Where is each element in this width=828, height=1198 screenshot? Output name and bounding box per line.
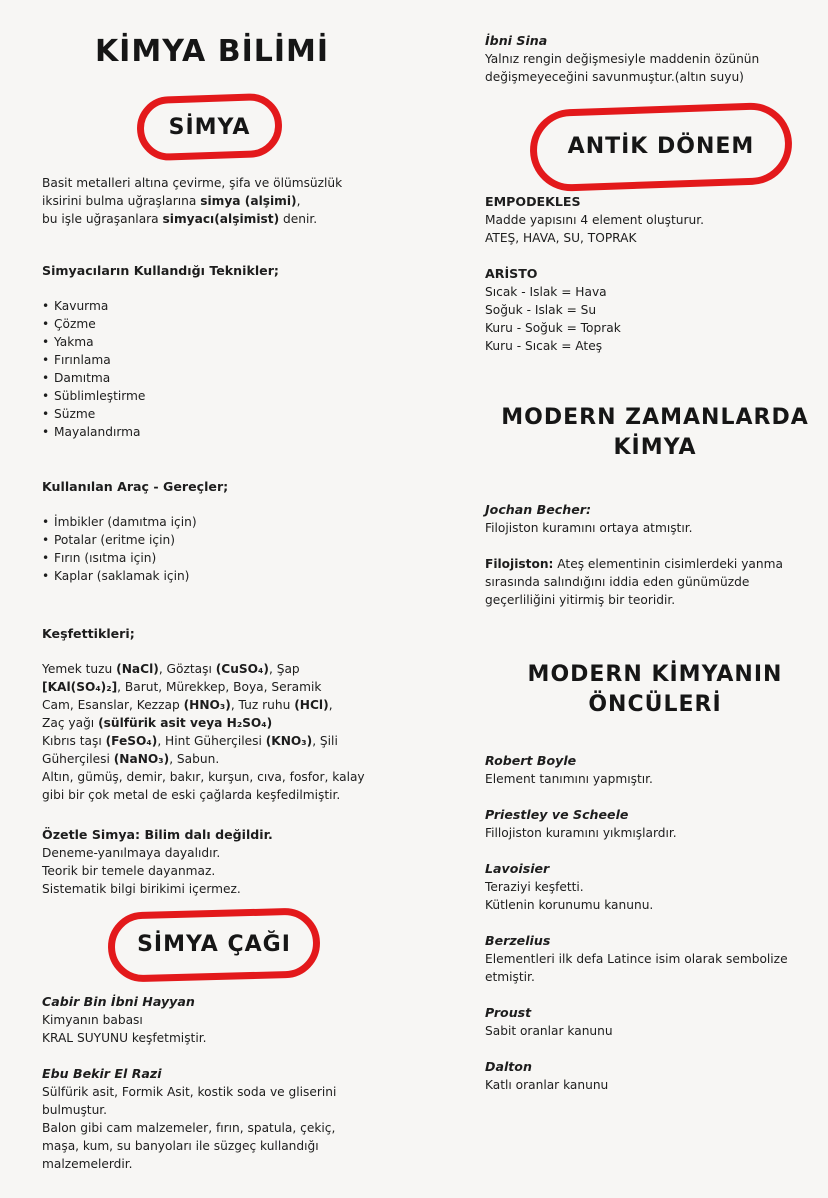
person-line: Kuru - Sıcak = Ateş <box>485 339 603 353</box>
simya-cagi-badge: SİMYA ÇAĞI <box>137 932 291 957</box>
person-name: Ebu Bekir El Razi <box>42 1066 162 1081</box>
person-name: Priestley ve Scheele <box>485 807 629 822</box>
antik-badge: ANTİK DÖNEM <box>567 134 755 159</box>
person-line: Madde yapısını 4 element oluşturur. <box>485 213 705 227</box>
person-line: Katlı oranlar kanunu <box>485 1078 609 1092</box>
simya-badge: SİMYA <box>168 115 251 140</box>
person-name: Berzelius <box>485 933 551 948</box>
techniques-list <box>42 297 397 441</box>
simya-intro <box>42 174 397 228</box>
list-item: • Süzme <box>42 405 397 423</box>
proust-section <box>485 1004 820 1040</box>
discovery-line: [KAl(SO₄)₂], Barut, Mürekkep, Boya, Seramik <box>42 680 322 694</box>
person-line: bulmuştur. <box>42 1103 108 1117</box>
razi-section <box>42 1065 397 1173</box>
list-item: • Potalar (eritme için) <box>42 531 397 549</box>
person-line: Teraziyi keşfetti. <box>485 880 584 894</box>
simya-intro-line: Basit metalleri altına çevirme, şifa ve ölümsüzlük <box>42 176 343 190</box>
discovery-line: Cam, Esanslar, Kezzap (HNO₃), Tuz ruhu (HCl), <box>42 698 333 712</box>
filojiston-line: geçerliliğini yitirmiş bir teoridir. <box>485 593 676 607</box>
list-item: • Çözme <box>42 315 397 333</box>
person-line: Elementleri ilk defa Latince isim olarak sembolize <box>485 952 788 966</box>
simya-intro-line: bu işle uğraşanlara simyacı(alşimist) denir. <box>42 212 318 226</box>
summary-line: Teorik bir temele dayanmaz. <box>42 864 216 878</box>
person-name: ARİSTO <box>485 266 538 281</box>
filojiston-line: sırasında salındığını iddia eden günümüzde <box>485 575 750 589</box>
aristo-section <box>485 265 820 355</box>
tools-title: Kullanılan Araç - Gereçler; <box>42 479 229 494</box>
person-line: Fillojiston kuramını yıkmışlardır. <box>485 826 677 840</box>
techniques-title: Simyacıların Kullandığı Teknikler; <box>42 263 279 278</box>
list-item: • Damıtma <box>42 369 397 387</box>
person-line: Soğuk - Islak = Su <box>485 303 597 317</box>
person-line: Balon gibi cam malzemeler, fırın, spatula, çekiç, <box>42 1121 336 1135</box>
person-name: İbni Sina <box>485 33 548 48</box>
cabir-section <box>42 993 397 1047</box>
priestley-section <box>485 806 820 842</box>
pioneers-title-line-2: ÖNCÜLERİ <box>588 692 722 717</box>
person-name: Proust <box>485 1005 532 1020</box>
list-item: • Fırın (ısıtma için) <box>42 549 397 567</box>
person-line: Sıcak - Islak = Hava <box>485 285 607 299</box>
person-line: Sülfürik asit, Formik Asit, kostik soda ve gliserini <box>42 1085 337 1099</box>
person-name: Robert Boyle <box>485 753 577 768</box>
list-item: • Kavurma <box>42 297 397 315</box>
person-line: Element tanımını yapmıştır. <box>485 772 653 786</box>
list-item: • İmbikler (damıtma için) <box>42 513 397 531</box>
filojiston-section <box>485 555 820 609</box>
discovery-line: Güherçilesi (NaNO₃), Sabun. <box>42 752 220 766</box>
person-line: malzemelerdir. <box>42 1157 133 1171</box>
modern-title-line-2: KİMYA <box>613 435 697 460</box>
person-name: Dalton <box>485 1059 532 1074</box>
empodekles-section <box>485 193 820 247</box>
summary-title: Özetle Simya: Bilim dalı değildir. <box>42 827 273 842</box>
person-line: Yalnız rengin değişmesiyle maddenin özünün <box>485 52 760 66</box>
person-name: Lavoisier <box>485 861 550 876</box>
discovery-line: gibi bir çok metal de eski çağlarda keşfedilmiştir. <box>42 788 341 802</box>
discoveries-section <box>42 625 397 804</box>
list-item: • Mayalandırma <box>42 423 397 441</box>
discovery-line: Yemek tuzu (NaCl), Göztaşı (CuSO₄), Şap <box>42 662 300 676</box>
tools-list <box>42 513 397 585</box>
list-item: • Süblimleştirme <box>42 387 397 405</box>
filojiston-line: Filojiston: Ateş elementinin cisimlerdeki yanma <box>485 557 783 571</box>
person-line: ATEŞ, HAVA, SU, TOPRAK <box>485 231 637 245</box>
discovery-line: Zaç yağı (sülfürik asit veya H₂SO₄) <box>42 716 273 730</box>
discoveries-title: Keşfettikleri; <box>42 626 135 641</box>
person-line: KRAL SUYUNU keşfetmiştir. <box>42 1031 207 1045</box>
person-line: değişmeyeceğini savunmuştur.(altın suyu) <box>485 70 744 84</box>
boyle-section <box>485 752 820 788</box>
tools-section <box>42 478 397 585</box>
list-item: • Yakma <box>42 333 397 351</box>
berzelius-section <box>485 932 820 986</box>
person-line: Kuru - Soğuk = Toprak <box>485 321 621 335</box>
discovery-line: Kıbrıs taşı (FeSO₄), Hint Güherçilesi (KNO₃), Şili <box>42 734 338 748</box>
pioneers-title-line-1: MODERN KİMYANIN <box>527 662 783 687</box>
list-item: • Kaplar (saklamak için) <box>42 567 397 585</box>
page-title: KİMYA BİLİMİ <box>94 34 330 69</box>
person-name: Jochan Becher: <box>485 502 591 517</box>
person-name: EMPODEKLES <box>485 194 581 209</box>
person-name: Cabir Bin İbni Hayyan <box>42 994 195 1009</box>
modern-title-line-1: MODERN ZAMANLARDA <box>501 405 809 430</box>
discovery-line: Altın, gümüş, demir, bakır, kurşun, cıva, fosfor, kalay <box>42 770 365 784</box>
filojiston-label: Filojiston: <box>485 557 554 571</box>
ibni-sina-section <box>485 32 820 86</box>
person-line: Sabit oranlar kanunu <box>485 1024 613 1038</box>
dalton-section <box>485 1058 820 1094</box>
person-line: maşa, kum, su banyoları ile süzgeç kullandığı <box>42 1139 319 1153</box>
list-item: • Fırınlama <box>42 351 397 369</box>
summary-line: Sistematik bilgi birikimi içermez. <box>42 882 241 896</box>
lavoisier-section <box>485 860 820 914</box>
becher-section <box>485 501 820 537</box>
person-line: etmiştir. <box>485 970 535 984</box>
person-line: Filojiston kuramını ortaya atmıştır. <box>485 521 693 535</box>
summary-section <box>42 826 397 898</box>
summary-line: Deneme-yanılmaya dayalıdır. <box>42 846 221 860</box>
person-line: Kimyanın babası <box>42 1013 143 1027</box>
person-line: Kütlenin korunumu kanunu. <box>485 898 654 912</box>
techniques-section <box>42 262 397 441</box>
simya-intro-line: iksirini bulma uğraşlarına simya (alşimi), <box>42 194 301 208</box>
